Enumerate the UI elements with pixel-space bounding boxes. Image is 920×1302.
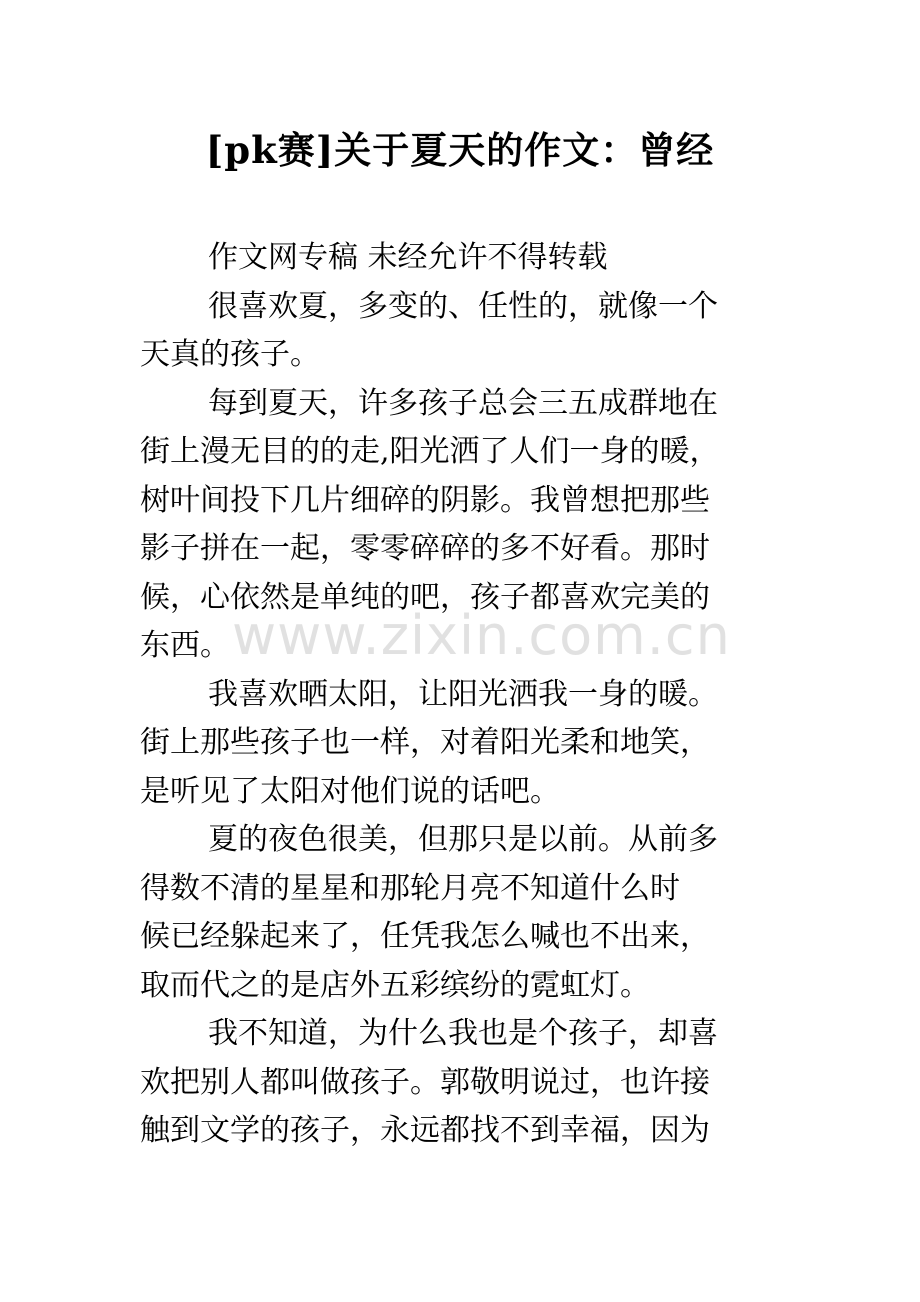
text-line: 触到文学的孩子，永远都找不到幸福，因为: [140, 1113, 710, 1148]
text-line: 街上漫无目的的走,阳光洒了人们一身的暖，: [140, 434, 720, 469]
text-line: 得数不清的星星和那轮月亮不知道什么时: [140, 870, 680, 906]
text-line: 候，心依然是单纯的吧，孩子都喜欢完美的: [140, 579, 710, 615]
text-line: 取而代之的是店外五彩缤纷的霓虹灯。: [140, 967, 650, 1003]
watermark: www.zixin.com.cn: [232, 604, 731, 667]
document-title: [pk赛]关于夏天的作文：曾经: [205, 128, 715, 172]
text-line: 我喜欢晒太阳，让阳光洒我一身的暖。: [208, 676, 718, 712]
text-line: 欢把别人都叫做孩子。郭敬明说过，也许接: [140, 1064, 710, 1100]
text-line: 影子拼在一起，零零碎碎的多不好看。那时: [140, 531, 710, 566]
text-line: 夏的夜色很美，但那只是以前。从前多: [208, 822, 718, 857]
text-line: 街上那些孩子也一样，对着阳光柔和地笑，: [140, 725, 710, 760]
text-line: 是听见了太阳对他们说的话吧。: [140, 773, 560, 809]
text-line: 很喜欢夏，多变的、任性的，就像一个: [208, 288, 718, 324]
document-body: [140, 234, 790, 1156]
text-line: 树叶间投下几片细碎的阴影。我曾想把那些: [140, 482, 710, 518]
text-line: 我不知道，为什么我也是个孩子，却喜: [208, 1016, 718, 1051]
text-line: 候已经躲起来了，任凭我怎么喊也不出来，: [140, 919, 710, 954]
text-line: 东西。: [140, 628, 230, 663]
text-line: 作文网专稿 未经允许不得转载: [208, 240, 608, 275]
text-line: 天真的孩子。: [140, 337, 320, 372]
text-line: 每到夏天，许多孩子总会三五成群地在: [208, 385, 718, 421]
